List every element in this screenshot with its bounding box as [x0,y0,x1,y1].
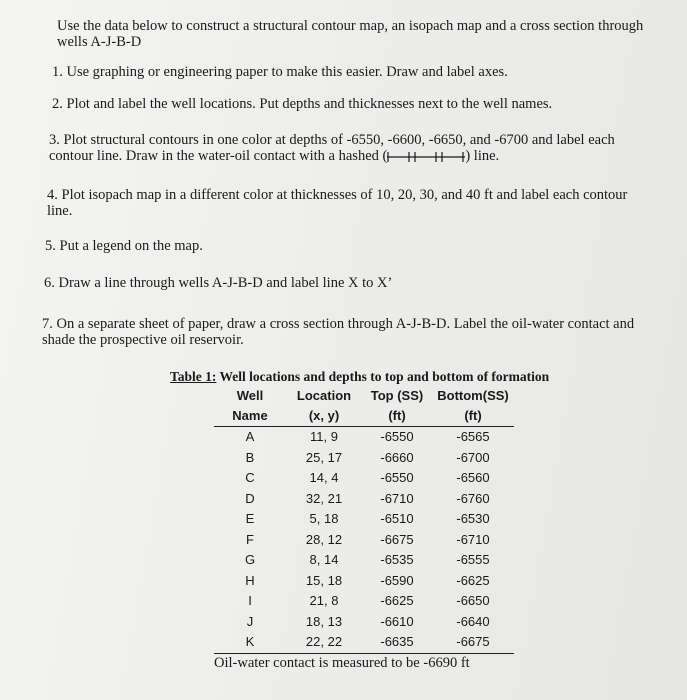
table-cell: 15, 18 [305,572,343,588]
table-cell: -6510 [380,511,414,526]
table-header-row-units [214,406,514,427]
table-cell: B [245,449,255,465]
header-cell: (ft) [388,408,406,423]
table-row [214,632,514,653]
table-row [214,612,514,633]
table-cell: -6565 [456,429,490,444]
header-cell: Bottom(SS) [437,388,509,403]
header-cell: (ft) [464,408,482,423]
instruction-4: 4. Plot isopach map in a different color at thicknesses of 10, 20, 30, and 40 ft and label each contour line. [47,187,628,219]
table-cell: -6675 [380,531,414,547]
table-cell: -6710 [456,531,490,547]
table-row [214,509,514,530]
table-cell: -6530 [456,511,490,526]
table-cell: G [244,552,256,567]
table-cell: -6700 [456,449,490,465]
table-cell: D [245,490,255,506]
table-cell: -6760 [456,490,490,506]
table-cell: 28, 12 [305,531,343,547]
table-cell: K [245,634,255,649]
table-cell: 11, 9 [310,429,338,444]
table-cell: -6640 [456,613,490,629]
table-cell: -6555 [456,552,490,567]
instruction-3 [49,132,649,164]
table-row [214,448,514,469]
oil-water-contact-note: Oil-water contact is measured to be -6690 ft [214,655,470,671]
table-cell: -6550 [380,470,414,485]
table-cell: -6625 [380,593,414,608]
table-cell: -6590 [380,572,414,588]
table-cell: F [246,531,254,547]
table-row [214,530,514,551]
table-cell: -6560 [456,470,490,485]
header-cell: Top (SS) [370,388,424,403]
table-row [214,550,514,571]
well-table [214,386,514,654]
instruction-6: 6. Draw a line through wells A-J-B-D and label line X to X’ [44,275,393,291]
table-cell: C [245,470,255,485]
table-cell: -6635 [380,634,414,649]
table-cell: 14, 4 [309,470,339,485]
table-row [214,427,514,448]
table-cell: -6650 [456,593,490,608]
instruction-1: 1. Use graphing or engineering paper to make this easier. Draw and label axes. [52,64,508,80]
table-cell: J [246,613,254,629]
table-cell: -6625 [456,572,490,588]
instruction-3-text: 3. Plot structural contours in one color at depths of -6550, -6600, -6650, and -6700 and label each contour line. Draw in the water-oil contact with a hashed ( [49,132,615,164]
table-cell: 18, 13 [305,613,343,629]
table-cell: -6660 [380,449,414,465]
header-cell: Name [232,408,268,423]
table-cell: -6675 [456,634,490,649]
table-cell: 32, 21 [305,490,343,506]
instruction-3-suffix: ) line. [465,148,500,164]
table-row [214,468,514,489]
table-header-row [214,386,514,406]
table-caption-prefix: Table 1: [170,369,217,384]
table-caption [170,369,549,385]
header-cell: (x, y) [308,408,340,423]
header-cell: Well [236,388,264,403]
table-cell: 5, 18 [309,511,339,526]
table-body [214,427,514,654]
table-row [214,571,514,592]
table-cell: -6535 [380,552,414,567]
table-cell: -6710 [380,490,414,506]
table-cell: I [248,593,252,608]
table-cell: H [245,572,255,588]
table-cell: E [245,511,255,526]
table-caption-text: Well locations and depths to top and bottom of formation [216,369,550,384]
table-row [214,489,514,510]
table-cell: -6610 [380,613,414,629]
instruction-2: 2. Plot and label the well locations. Put depths and thicknesses next to the well names. [52,96,553,112]
instruction-7: 7. On a separate sheet of paper, draw a cross section through A-J-B-D. Label the oil-water contact and shade the prospective oil reservoir. [42,316,635,348]
table-cell: 22, 22 [305,634,343,649]
table-cell: 21, 8 [309,593,339,608]
table-row [214,591,514,612]
intro-text: Use the data below to construct a structural contour map, an isopach map and a cross section through wells A-J-B-D [57,18,644,50]
table-cell: A [245,429,255,444]
table-cell: 8, 14 [309,552,339,567]
table-cell: 25, 17 [305,449,343,465]
instruction-5: 5. Put a legend on the map. [45,238,203,254]
hashed-line-icon [387,151,465,163]
table-cell: -6550 [380,429,414,444]
header-cell: Location [296,388,352,403]
